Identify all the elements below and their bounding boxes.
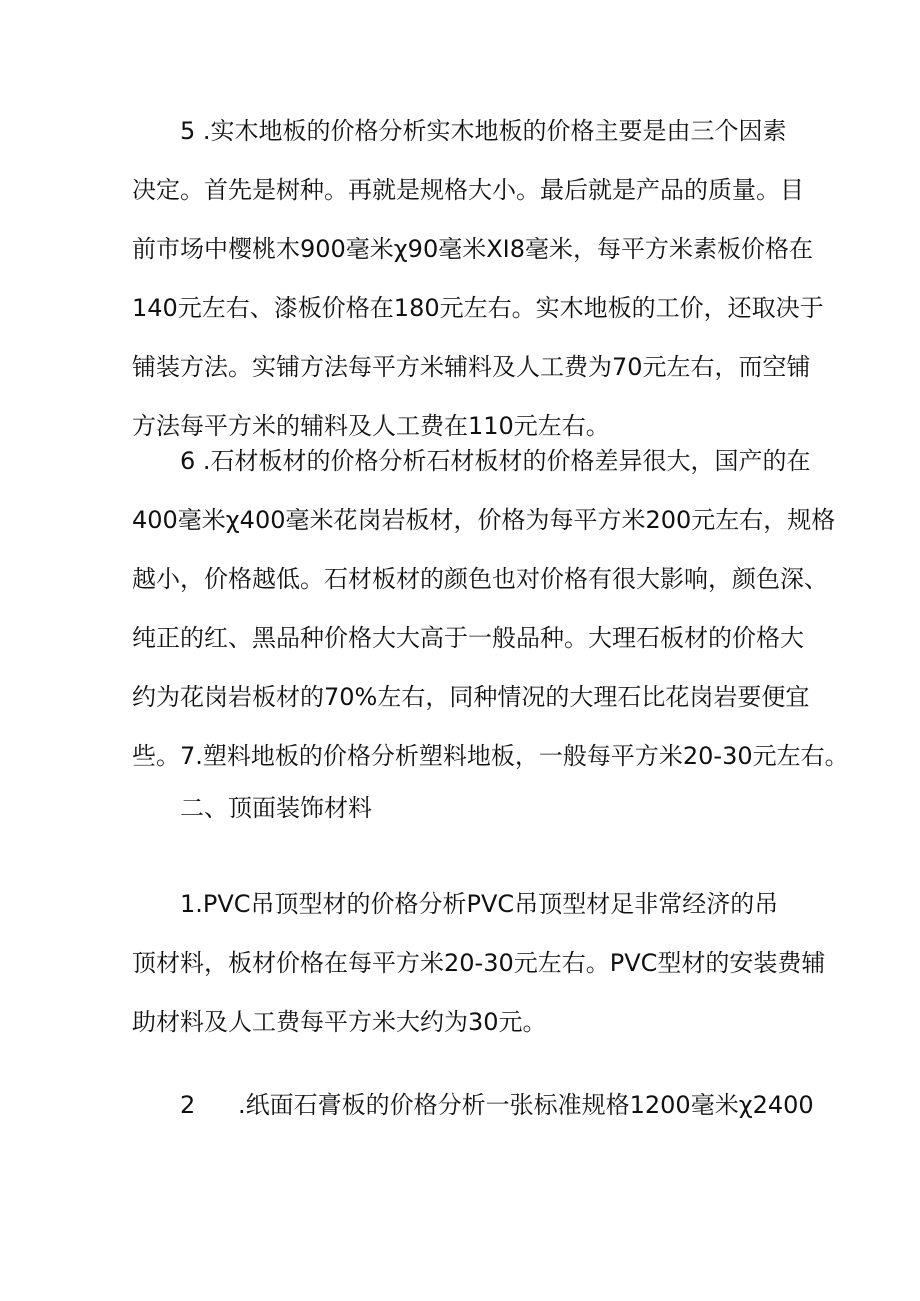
text-line: 助材料及人工费每平方米大约为30元。 (132, 1008, 547, 1036)
text-line: 方法每平方米的辅料及人工费在110元左右。 (132, 412, 610, 440)
text-line: 约为花岗岩板材的70%左右，同种情况的大理石比花岗岩要便宜 (132, 683, 810, 711)
text-line: 前市场中樱桃木900毫米χ90毫米XI8毫米，每平方米素板价格在 (132, 235, 813, 263)
text-line: 越小，价格越低。石材板材的颜色也对价格有很大影响，颜色深、 (132, 565, 828, 593)
paragraph-gypsum-board: .纸面石膏板的价格分析一张标准规格1200毫米χ2400 (238, 1091, 814, 1119)
text-line: 纯正的红、黑品种价格大大高于一般品种。大理石板材的价格大 (132, 624, 804, 652)
text-line: 400毫米χ400毫米花岗岩板材，价格为每平方米200元左右，规格 (132, 506, 836, 534)
section-heading: 二、顶面装饰材料 (180, 794, 372, 822)
text-line: 6 .石材板材的价格分析石材板材的价格差异很大，国产的在 (180, 447, 811, 475)
text-line: 铺装方法。实铺方法每平方米辅料及人工费为70元左右，而空铺 (132, 353, 811, 381)
text-line: 140元左右、漆板价格在180元左右。实木地板的工价，还取决于 (132, 294, 824, 322)
paragraph-stone-slab (132, 432, 849, 786)
paragraph-pvc-ceiling (132, 875, 826, 1052)
text-line: 决定。首先是树种。再就是规格大小。最后就是产品的质量。目 (132, 176, 804, 204)
list-number: 2 (180, 1091, 196, 1119)
text-line: 5 .实木地板的价格分析实木地板的价格主要是由三个因素 (180, 117, 787, 145)
text-line: 1.PVC吊顶型材的价格分析PVC吊顶型材足非常经济的吊 (180, 890, 779, 918)
text-line: 些。7.塑料地板的价格分析塑料地板，一般每平方米20-30元左右。 (132, 742, 849, 770)
text-line: 顶材料，板材价格在每平方米20-30元左右。PVC型材的安装费辅 (132, 949, 826, 977)
paragraph-solid-wood-flooring (132, 102, 824, 456)
